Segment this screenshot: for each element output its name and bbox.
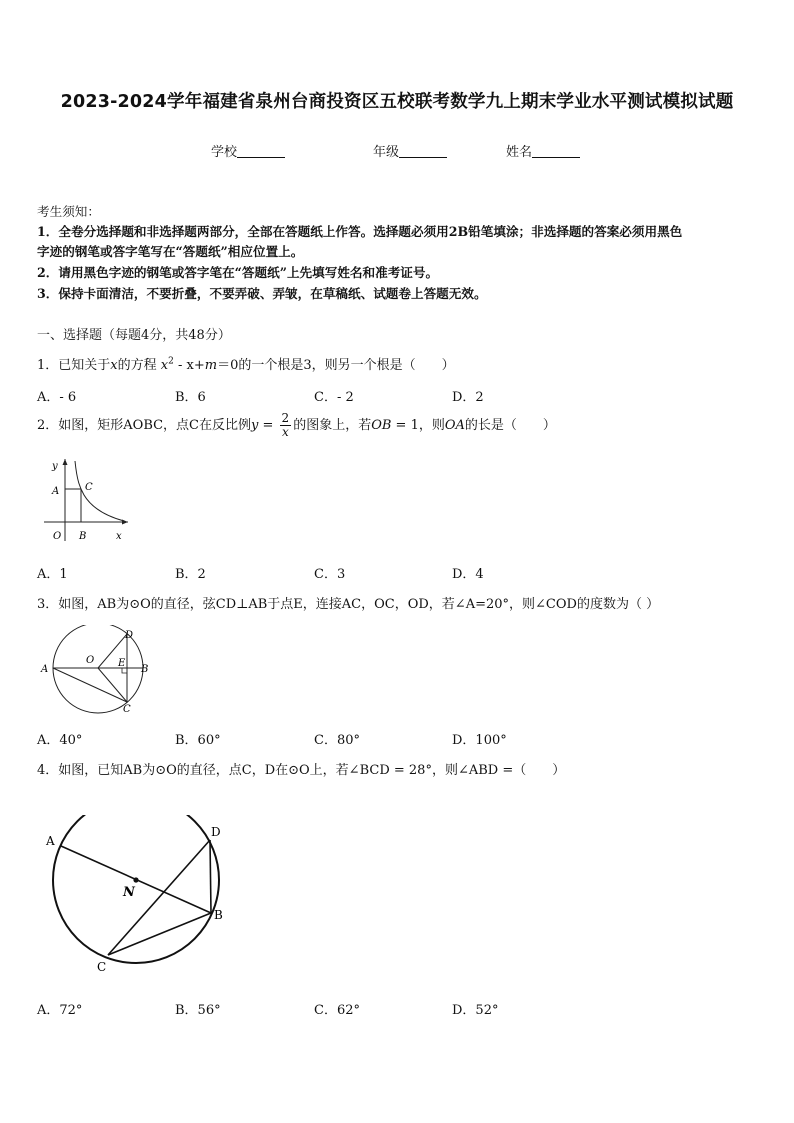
q2-label-a: A <box>52 486 60 497</box>
q2-frac-num: 2 <box>281 411 290 425</box>
q2-text-b: 的图象上，若 <box>293 418 372 433</box>
q3-label-a: A <box>41 664 49 675</box>
q4-center-dot <box>133 877 138 882</box>
q4-figure <box>36 815 236 980</box>
q1-option-c[interactable]: C．- 2 <box>314 390 354 405</box>
q2-curve <box>75 461 124 521</box>
q2-fraction <box>280 412 292 439</box>
q3-label-d: D <box>125 630 134 641</box>
q1-option-b[interactable]: B．6 <box>175 390 206 405</box>
q3-figure <box>36 625 156 715</box>
notice-item-2: 2．请用黑色字迹的钢笔或答字笔在“答题纸”上先填写姓名和准考证号。 <box>37 265 439 280</box>
q1-option-a[interactable]: A．- 6 <box>37 390 77 405</box>
grade-blank <box>399 145 447 158</box>
q2-ob: OB <box>371 418 392 433</box>
q2-label-x: x <box>116 531 122 542</box>
q2-option-b[interactable]: B．2 <box>175 567 206 582</box>
q4-label-c: C <box>97 960 107 974</box>
q3-option-b[interactable]: B．60° <box>175 733 221 748</box>
q4-line-db <box>210 840 211 913</box>
q1-text-end: ＝0的一个根是3，则另一个根是（ ） <box>217 358 455 373</box>
notice-item-1: 1．全卷分选择题和非选择题两部分，全部在答题纸上作答。选择题必须用2B铅笔填涂；非选择题的答案必须用黑色 <box>37 224 683 239</box>
notice-heading: 考生须知： <box>37 204 100 219</box>
q2-text-c: = 1，则 <box>391 418 445 433</box>
q2-figure <box>36 455 136 545</box>
q1-var-x: x <box>110 358 118 373</box>
question-3: 3．如图，AB为⊙O的直径，弦CD⊥AB于点E，连接AC，OC，OD，若∠A=20°，则∠COD的度数为（ ） <box>37 597 660 612</box>
q4-label-b: B <box>214 908 223 922</box>
q4-option-a[interactable]: A．72° <box>37 1003 83 1018</box>
q1-text-a: 1．已知关于 <box>37 358 111 373</box>
name-blank <box>532 145 580 158</box>
q2-y-arrow <box>63 459 68 465</box>
notice-item-3: 3．保持卡面清洁，不要折叠，不要弄破、弄皱，在草稿纸、试题卷上答题无效。 <box>37 286 487 301</box>
q4-circle <box>53 815 219 963</box>
q3-option-d[interactable]: D．100° <box>452 733 507 748</box>
q4-label-n: N <box>123 885 135 900</box>
q2-label-b: B <box>79 531 87 542</box>
q2-label-y: y <box>52 461 58 472</box>
q2-option-d[interactable]: D．4 <box>452 567 484 582</box>
q2-text-d: 的长是（ ） <box>464 418 556 433</box>
school-label: 学校 <box>211 145 238 160</box>
q1-option-d[interactable]: D．2 <box>452 390 484 405</box>
q1-text-b: 的方程 <box>117 358 157 373</box>
q4-label-d: D <box>211 825 221 839</box>
q4-option-b[interactable]: B．56° <box>175 1003 221 1018</box>
q2-option-a[interactable]: A．1 <box>37 567 68 582</box>
q1-eq-x: x <box>160 358 169 373</box>
notice-item-1-cont: 字迹的钢笔或答字笔写在“答题纸”相应位置上。 <box>37 244 304 259</box>
q2-option-c[interactable]: C．3 <box>314 567 346 582</box>
q2-rectangle <box>65 489 81 522</box>
q2-frac-den: x <box>281 425 289 439</box>
grade-label: 年级 <box>373 145 400 160</box>
q2-eq: = <box>258 418 278 433</box>
name-field <box>506 141 580 160</box>
grade-field <box>373 141 447 160</box>
page-title: 2023-2024学年福建省泉州台商投资区五校联考数学九上期末学业水平测试模拟试题 <box>60 92 734 112</box>
q2-text-a: 2．如图，矩形AOBC，点C在反比例 <box>37 418 252 433</box>
name-label: 姓名 <box>506 145 533 160</box>
question-1: 1．已知关于x的方程 $x^2 - x+m=0$的一个根是3，则另一个根是（ ） <box>37 356 455 373</box>
q2-oa: OA <box>444 418 465 433</box>
q4-line-cb <box>108 913 211 955</box>
q2-var-y: y <box>251 418 259 433</box>
q3-option-a[interactable]: A．40° <box>37 733 83 748</box>
q3-option-c[interactable]: C．80° <box>314 733 360 748</box>
section-heading: 一、选择题（每题4分，共48分） <box>37 328 231 343</box>
question-2 <box>37 412 556 439</box>
q3-label-c: C <box>123 704 131 715</box>
q3-label-b: B <box>141 664 149 675</box>
q1-eq-rest: - x+ <box>173 358 205 373</box>
q3-label-e: E <box>118 658 126 669</box>
q2-label-o: O <box>53 531 62 542</box>
q4-option-d[interactable]: D．52° <box>452 1003 499 1018</box>
question-4: 4．如图，已知AB为⊙O的直径，点C，D在⊙O上，若∠BCD = 28°，则∠ABD =（ ） <box>37 763 566 778</box>
school-field <box>211 141 285 160</box>
q2-label-c: C <box>85 482 93 493</box>
q3-label-o: O <box>86 655 95 666</box>
school-blank <box>237 145 285 158</box>
q4-label-a: A <box>46 834 55 848</box>
q1-eq-m: m <box>204 358 218 373</box>
q4-option-c[interactable]: C．62° <box>314 1003 360 1018</box>
